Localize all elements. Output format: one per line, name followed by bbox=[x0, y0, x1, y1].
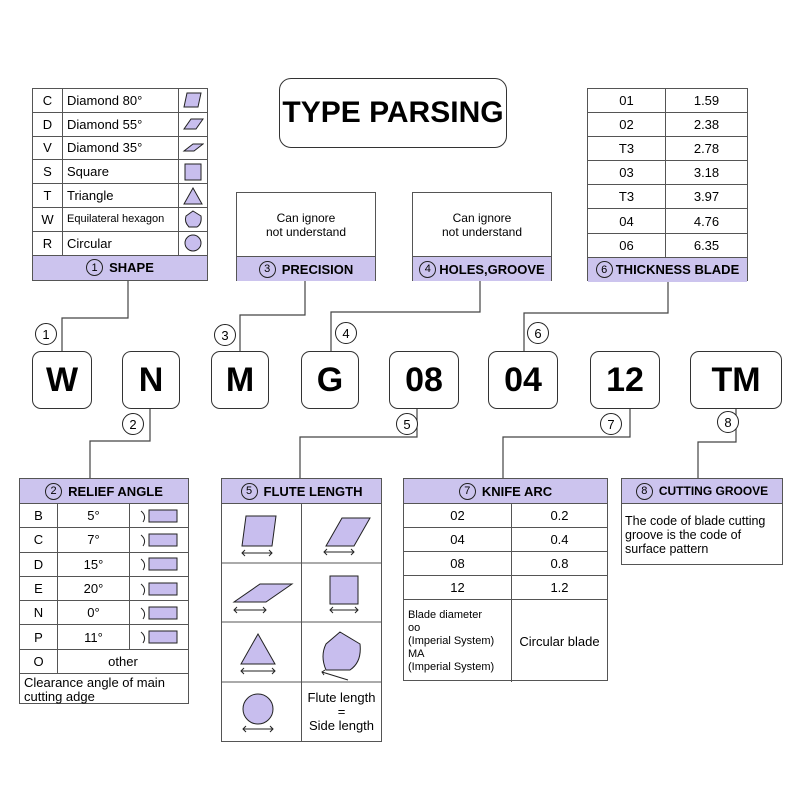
relief-row bbox=[20, 577, 188, 601]
holes-header-label: HOLES,GROOVE bbox=[439, 261, 545, 277]
relief-code: O bbox=[20, 650, 58, 673]
knife-circular: Circular blade bbox=[519, 633, 600, 649]
precision-note-line2: not understand bbox=[265, 224, 347, 239]
thickness-row bbox=[588, 161, 747, 185]
shape-code: D bbox=[33, 113, 63, 136]
thickness-row bbox=[588, 137, 747, 161]
cutting-header-label: CUTTING GROOVE bbox=[658, 484, 769, 498]
shape-header-label: SHAPE bbox=[109, 260, 154, 276]
marker-4: 4 bbox=[335, 322, 357, 344]
relief-row bbox=[20, 650, 188, 674]
relief-angle-icon bbox=[130, 601, 188, 624]
relief-code: P bbox=[20, 625, 58, 648]
flute-square-icon bbox=[330, 576, 358, 613]
cutting-number: 8 bbox=[636, 483, 653, 500]
knife-code: 12 bbox=[404, 576, 512, 599]
relief-row bbox=[20, 625, 188, 649]
relief-angle: 15° bbox=[58, 553, 130, 576]
thickness-code: 04 bbox=[588, 209, 666, 232]
cutting-header bbox=[622, 479, 782, 504]
shape-table bbox=[32, 88, 208, 281]
code-box-knife: 12 bbox=[590, 351, 660, 409]
flute-triangle-icon bbox=[241, 634, 275, 674]
relief-code: B bbox=[20, 504, 58, 527]
marker-8: 8 bbox=[717, 411, 739, 433]
page-title: TYPE PARSING bbox=[279, 78, 507, 148]
shape-name: Triangle bbox=[63, 184, 179, 207]
knife-row bbox=[404, 528, 607, 552]
relief-header bbox=[20, 479, 188, 504]
shape-code: S bbox=[33, 160, 63, 183]
flute-note-line1: Flute length bbox=[307, 690, 376, 705]
marker-2: 2 bbox=[122, 413, 144, 435]
knife-value: 0.2 bbox=[550, 508, 569, 523]
flute-hexagon-icon bbox=[322, 632, 360, 680]
blade-line2: oo bbox=[408, 621, 421, 634]
knife-row bbox=[404, 576, 607, 600]
square-icon bbox=[179, 160, 207, 183]
thickness-value: 6.35 bbox=[693, 237, 720, 253]
connector-precision bbox=[240, 280, 305, 351]
thickness-value: 3.18 bbox=[693, 165, 720, 181]
thickness-value: 4.76 bbox=[693, 213, 720, 229]
precision-header bbox=[237, 257, 375, 281]
relief-angle: 11° bbox=[58, 625, 130, 648]
flute-circle-icon bbox=[243, 694, 273, 732]
triangle-icon bbox=[179, 184, 207, 207]
holes-header bbox=[413, 257, 551, 281]
shape-code: T bbox=[33, 184, 63, 207]
knife-row bbox=[404, 552, 607, 576]
holes-number: 4 bbox=[419, 261, 436, 278]
thickness-value: 2.38 bbox=[693, 117, 720, 133]
precision-header-label: PRECISION bbox=[281, 261, 354, 277]
relief-number: 2 bbox=[45, 483, 62, 500]
flute-diamond-35-icon bbox=[234, 584, 292, 613]
hexagon-icon bbox=[179, 208, 207, 231]
shape-name: Diamond 80° bbox=[63, 89, 179, 112]
relief-angle: 5° bbox=[58, 504, 130, 527]
shape-row bbox=[33, 113, 207, 137]
thickness-number: 6 bbox=[596, 261, 613, 278]
flute-note bbox=[302, 683, 381, 741]
thickness-value: 1.59 bbox=[693, 93, 720, 109]
diamond-80-icon bbox=[179, 89, 207, 112]
cutting-note: The code of blade cutting groove is the code of surface pattern bbox=[625, 514, 766, 556]
flute-note-line2: = bbox=[337, 704, 346, 719]
marker-7: 7 bbox=[600, 413, 622, 435]
flute-note-line3: Side length bbox=[308, 718, 375, 733]
shape-name: Diamond 55° bbox=[63, 113, 179, 136]
shape-row bbox=[33, 89, 207, 113]
knife-number: 7 bbox=[459, 483, 476, 500]
knife-row bbox=[404, 504, 607, 528]
relief-angle: 0° bbox=[58, 601, 130, 624]
precision-number: 3 bbox=[259, 261, 276, 278]
holes-note bbox=[413, 193, 551, 257]
code-box-shape: W bbox=[32, 351, 92, 409]
thickness-row bbox=[588, 185, 747, 209]
relief-header-label: RELIEF ANGLE bbox=[68, 483, 163, 499]
thickness-header bbox=[588, 258, 747, 282]
relief-table bbox=[19, 478, 189, 704]
code-box-flute: 08 bbox=[389, 351, 459, 409]
flute-table bbox=[221, 478, 382, 742]
shape-row bbox=[33, 160, 207, 184]
shape-row bbox=[33, 208, 207, 232]
blade-line3: (Imperial System) bbox=[408, 634, 495, 647]
connector-shape bbox=[62, 280, 128, 351]
thickness-code: 06 bbox=[588, 234, 666, 257]
thickness-row bbox=[588, 234, 747, 258]
knife-blade-description bbox=[404, 600, 512, 682]
shape-code: V bbox=[33, 137, 63, 160]
flute-header bbox=[222, 479, 381, 504]
thickness-row bbox=[588, 209, 747, 233]
relief-angle: 20° bbox=[58, 577, 130, 600]
thickness-code: 01 bbox=[588, 89, 666, 112]
relief-code: D bbox=[20, 553, 58, 576]
code-box-cutting: TM bbox=[690, 351, 782, 409]
relief-angle: 7° bbox=[58, 528, 130, 551]
thickness-code: T3 bbox=[588, 137, 666, 160]
code-box-relief: N bbox=[122, 351, 180, 409]
knife-value: 0.8 bbox=[550, 556, 569, 571]
relief-row bbox=[20, 504, 188, 528]
shape-header bbox=[33, 256, 207, 280]
knife-code: 08 bbox=[404, 552, 512, 575]
precision-box bbox=[236, 192, 376, 281]
knife-table bbox=[403, 478, 608, 681]
shape-code: C bbox=[33, 89, 63, 112]
relief-row bbox=[20, 601, 188, 625]
knife-header-label: KNIFE ARC bbox=[481, 483, 553, 499]
shape-code: R bbox=[33, 232, 63, 255]
precision-note-line1: Can ignore bbox=[276, 210, 336, 225]
shape-row bbox=[33, 232, 207, 256]
relief-code: E bbox=[20, 577, 58, 600]
knife-header bbox=[404, 479, 607, 504]
marker-3: 3 bbox=[214, 324, 236, 346]
thickness-code: 03 bbox=[588, 161, 666, 184]
blade-line5: (Imperial System) bbox=[408, 660, 495, 673]
relief-angle-icon bbox=[130, 625, 188, 648]
marker-6: 6 bbox=[527, 322, 549, 344]
relief-angle-icon bbox=[130, 528, 188, 551]
circle-icon bbox=[179, 232, 207, 255]
flute-diamond-80-icon bbox=[242, 516, 276, 556]
thickness-table bbox=[587, 88, 748, 281]
code-box-holes: G bbox=[301, 351, 359, 409]
relief-angle-icon bbox=[130, 504, 188, 527]
shape-name: Square bbox=[63, 160, 179, 183]
thickness-row bbox=[588, 113, 747, 137]
shape-name: Diamond 35° bbox=[63, 137, 179, 160]
relief-angle-icon bbox=[130, 577, 188, 600]
blade-line1: Blade diameter bbox=[408, 608, 482, 621]
holes-box bbox=[412, 192, 552, 281]
shape-name: Circular bbox=[63, 232, 179, 255]
precision-note bbox=[237, 193, 375, 257]
flute-header-label: FLUTE LENGTH bbox=[263, 483, 363, 499]
relief-angle: other bbox=[108, 653, 138, 669]
shape-name: Equilateral hexagon bbox=[63, 208, 179, 231]
thickness-header-label: THICKNESS BLADE bbox=[615, 262, 740, 278]
thickness-value: 2.78 bbox=[693, 141, 720, 157]
diamond-35-icon bbox=[179, 137, 207, 160]
knife-code: 02 bbox=[404, 504, 512, 527]
shape-row bbox=[33, 137, 207, 161]
code-box-thickness: 04 bbox=[488, 351, 558, 409]
shape-row bbox=[33, 184, 207, 208]
relief-row bbox=[20, 528, 188, 552]
relief-code: N bbox=[20, 601, 58, 624]
marker-1: 1 bbox=[35, 323, 57, 345]
knife-blade-row bbox=[404, 600, 607, 682]
knife-value: 1.2 bbox=[550, 580, 569, 595]
relief-note: Clearance angle of main cutting adge bbox=[24, 675, 165, 705]
thickness-code: T3 bbox=[588, 185, 666, 208]
flute-number: 5 bbox=[241, 483, 258, 500]
blade-line4: MA bbox=[408, 647, 425, 660]
holes-note-line2: not understand bbox=[441, 224, 523, 239]
marker-5: 5 bbox=[396, 413, 418, 435]
relief-code: C bbox=[20, 528, 58, 551]
cutting-box bbox=[621, 478, 783, 565]
flute-diamond-55-icon bbox=[324, 518, 370, 555]
thickness-code: 02 bbox=[588, 113, 666, 136]
relief-row bbox=[20, 553, 188, 577]
shape-code: W bbox=[33, 208, 63, 231]
diamond-55-icon bbox=[179, 113, 207, 136]
shape-number: 1 bbox=[86, 259, 103, 276]
thickness-value: 3.97 bbox=[693, 189, 720, 205]
knife-code: 04 bbox=[404, 528, 512, 551]
knife-value: 0.4 bbox=[550, 532, 569, 547]
thickness-row bbox=[588, 89, 747, 113]
holes-note-line1: Can ignore bbox=[452, 210, 512, 225]
code-box-precision: M bbox=[211, 351, 269, 409]
relief-angle-icon bbox=[130, 553, 188, 576]
